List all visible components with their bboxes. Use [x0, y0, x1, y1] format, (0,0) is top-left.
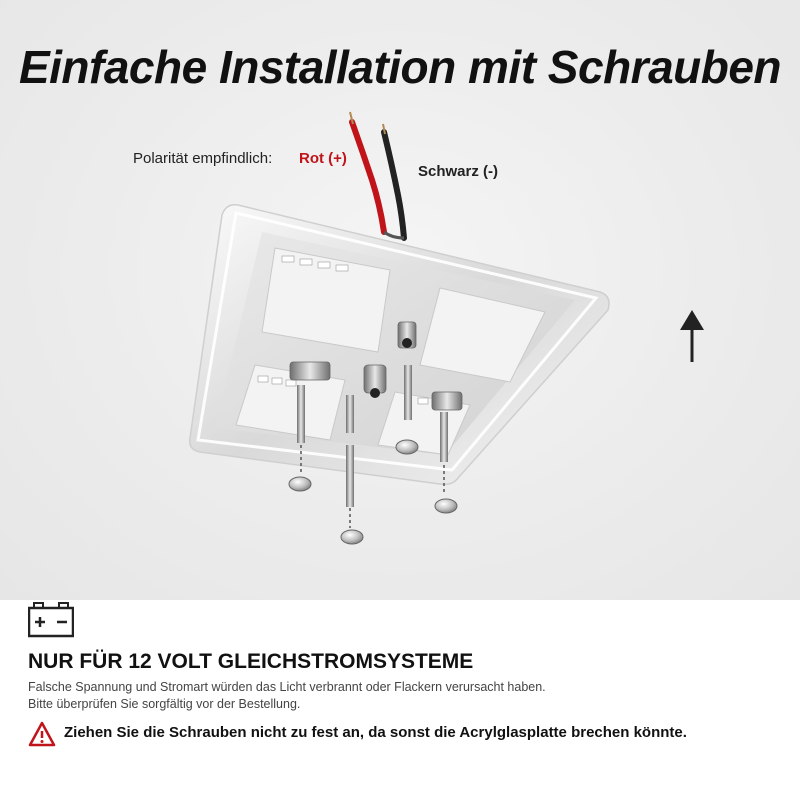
- mounting-clip-2: [432, 392, 462, 410]
- black-wire-label: Schwarz (-): [418, 163, 499, 180]
- page-title: Einfache Installation mit Schrauben: [18, 41, 782, 93]
- voltage-description: [28, 679, 546, 713]
- warning-text: Ziehen Sie die Schrauben nicht zu fest an, da sonst die Acrylglasplatte brechen könnte.: [64, 724, 687, 741]
- battery-icon: [28, 602, 74, 638]
- warning-row: [28, 721, 778, 747]
- red-wire: [352, 122, 384, 232]
- description-line-2: Bitte überprüfen Sie sorgfältig vor der Bestellung.: [28, 697, 301, 711]
- warning-icon: [28, 721, 56, 747]
- voltage-heading: NUR FÜR 12 VOLT GLEICHSTROMSYSTEME: [28, 650, 474, 673]
- description-line-1: Falsche Spannung und Stromart würden das Licht verbrannt oder Flackern verursacht haben.: [28, 680, 546, 694]
- up-arrow-icon: [680, 310, 704, 362]
- mounting-clip-1: [290, 362, 330, 380]
- polarity-label: Polarität empfindlich:: [133, 150, 273, 167]
- black-wire: [384, 132, 404, 238]
- red-wire-label: Rot (+): [299, 150, 347, 167]
